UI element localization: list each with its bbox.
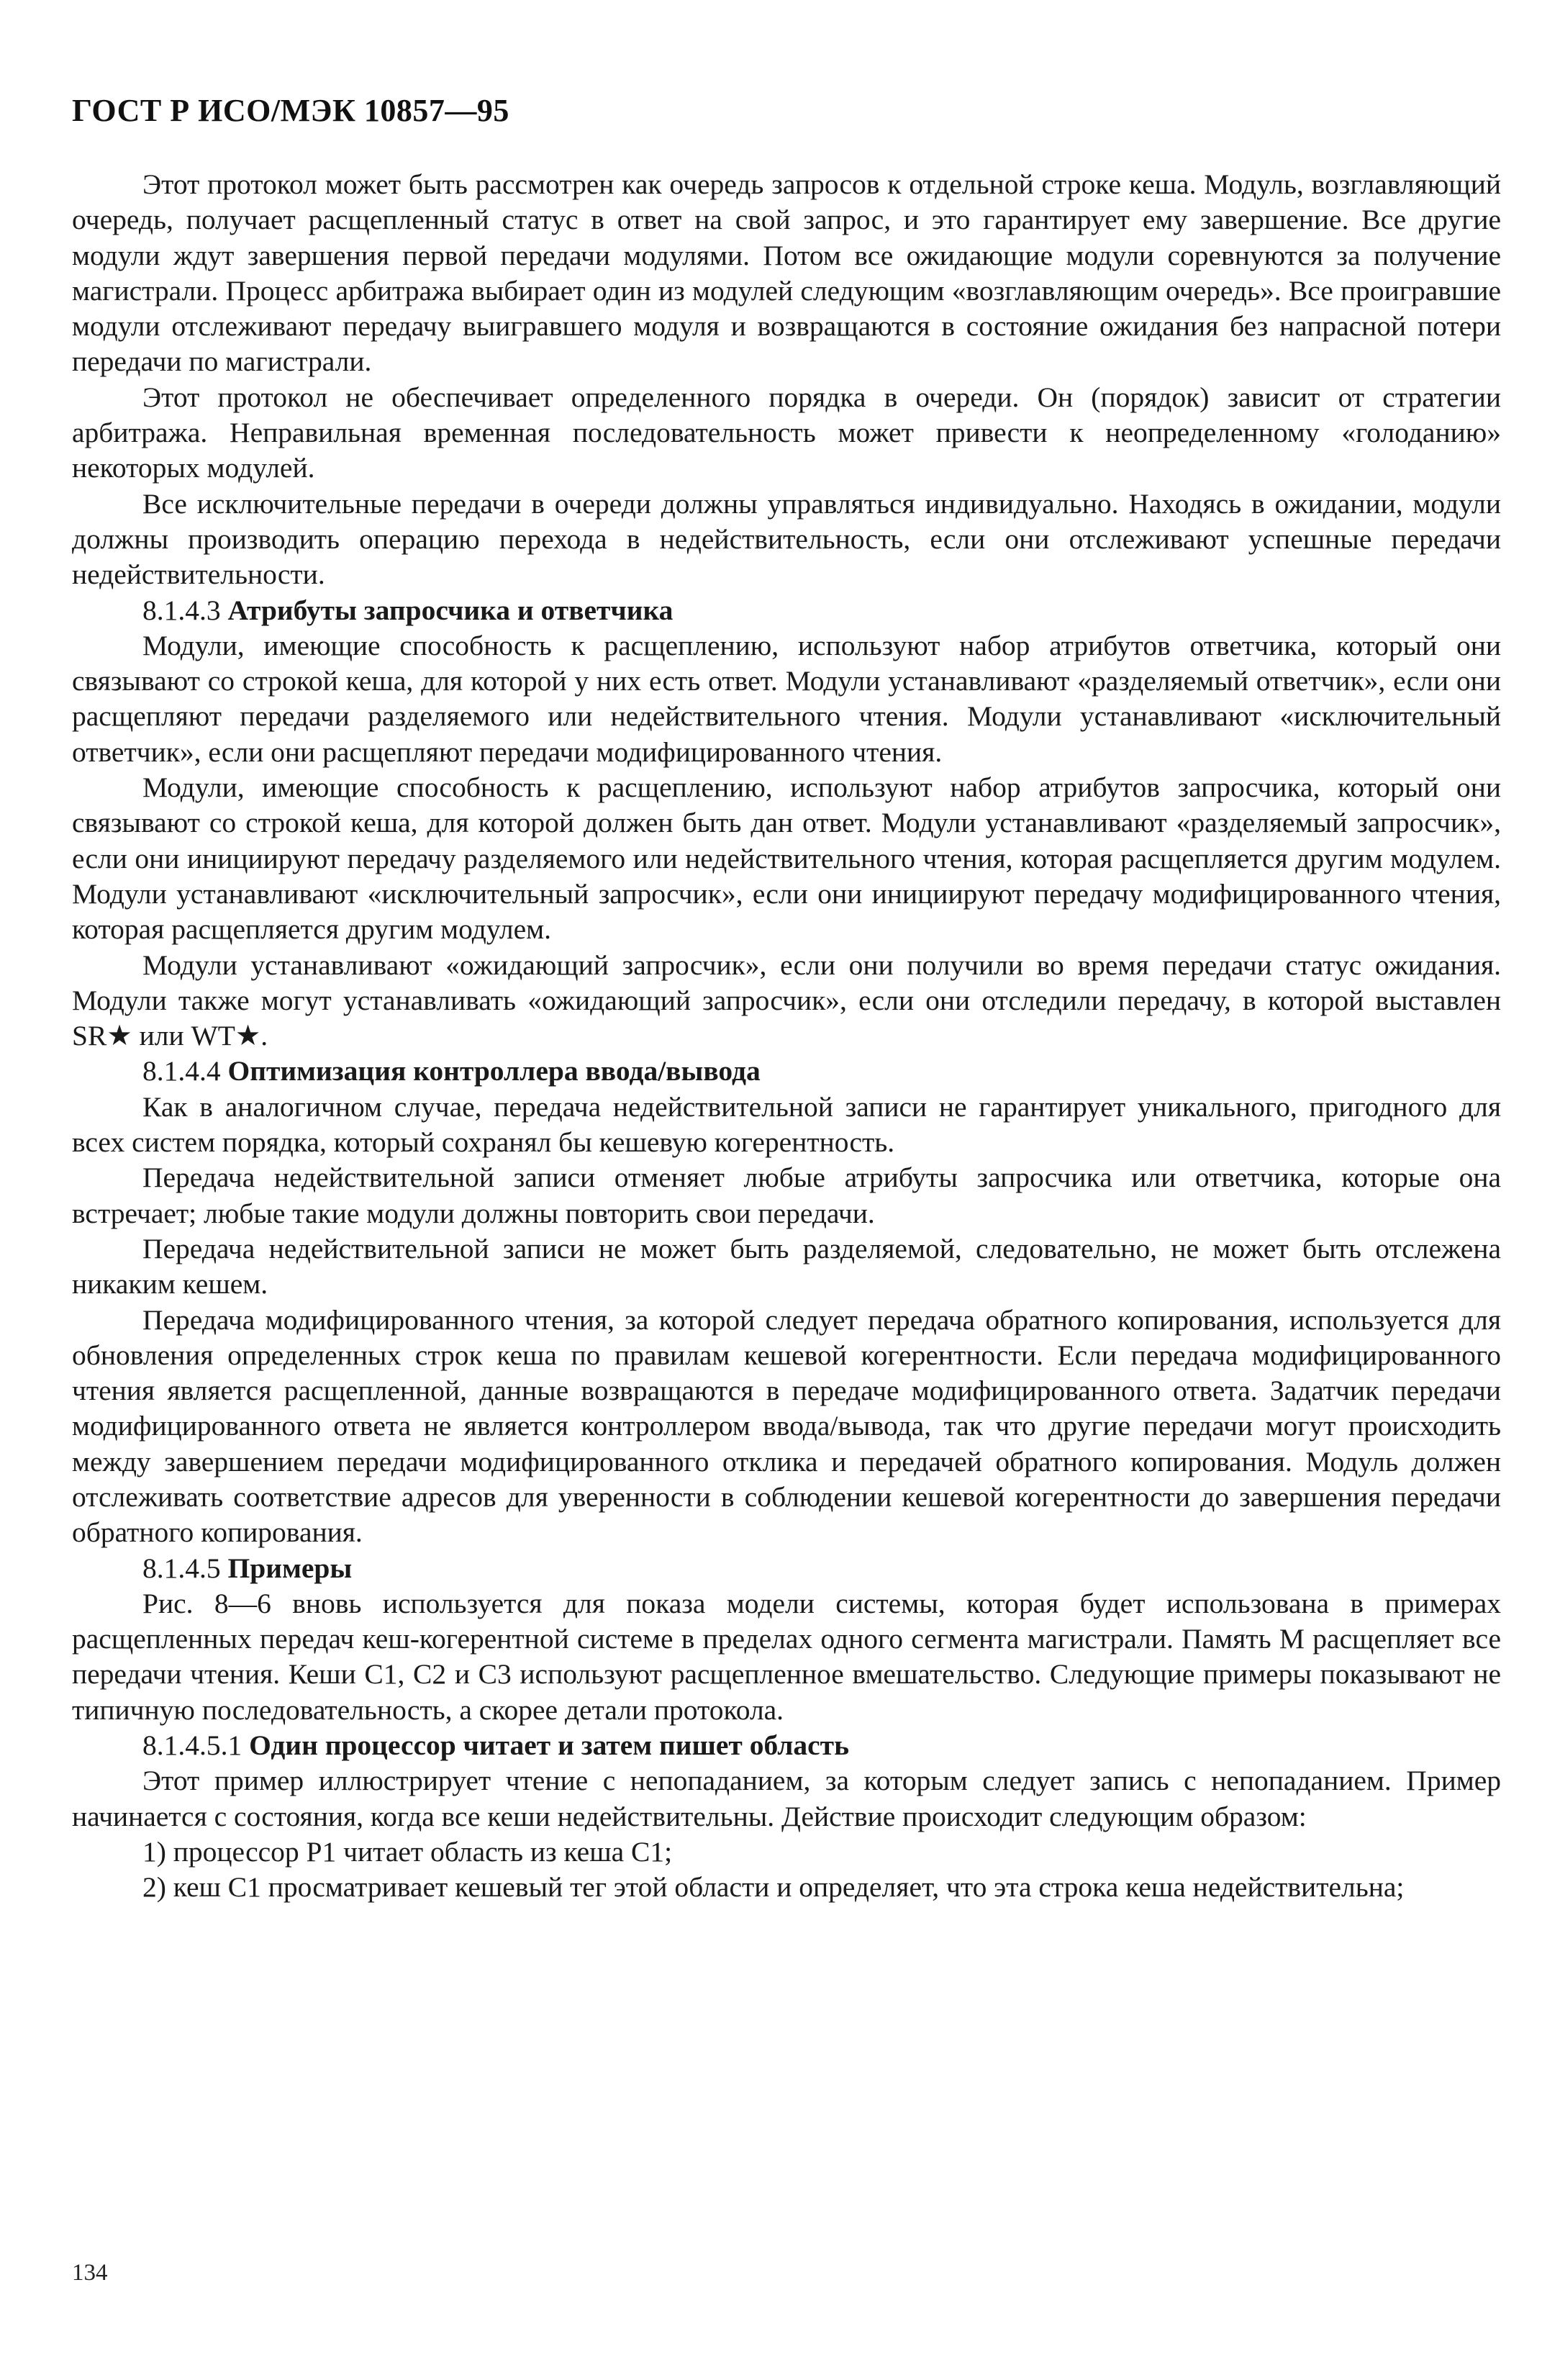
section-heading: [72, 1054, 1501, 1089]
body-paragraph: Как в аналогичном случае, передача недействительной записи не гарантирует уникального, пригодного для всех систем порядка, который сохранял бы кешевую когерентность.: [72, 1090, 1501, 1159]
section-heading: [72, 1728, 1501, 1763]
list-item: 2) кеш С1 просматривает кешевый тег этой области и определяет, что эта строка кеша недействительна;: [142, 1871, 1405, 1904]
body-paragraph: Модули, имеющие способность к расщеплению, используют набор атрибутов ответчика, который они связывают со строкой кеша, для которой у них есть ответ. Модули устанавливают «разделяемый ответчик», если они расщепляют передачи разделяемого или недействительного чтения. Модули устанавливают «исключительный ответчик», если они расщепляют передачи модифицированного чтения.: [72, 629, 1501, 768]
standard-header: ГОСТ Р ИСО/МЭК 10857—95: [72, 93, 509, 128]
section-number: 8.1.4.3: [142, 594, 221, 626]
body-paragraph: Модули, имеющие способность к расщеплению, используют набор атрибутов запросчика, который они связывают со строкой кеша, для которой должен быть дан ответ. Модули устанавливают «разделяемый запросчик», если они инициируют передачу разделяемого или недействительного чтения, которая расщепляется другим модулем. Модули устанавливают «исключительный запросчик», если они инициируют передачу модифицированного чтения, которая расщепляется другим модулем.: [72, 772, 1501, 946]
page-number: 134: [72, 2260, 108, 2286]
section-number: 8.1.4.4: [142, 1055, 221, 1087]
body-paragraph: Этот пример иллюстрирует чтение с непопаданием, за которым следует запись с непопаданием. Пример начинается с состояния, когда все кеши недействительны. Действие происходит следующим образом:: [72, 1765, 1501, 1832]
body-paragraph: Передача недействительной записи не может быть разделяемой, следовательно, не может быть отслежена никаким кешем.: [72, 1232, 1501, 1300]
section-title: Примеры: [227, 1552, 353, 1584]
section-number: 8.1.4.5.1: [142, 1729, 242, 1762]
body-paragraph: Модули устанавливают «ожидающий запросчик», если они получили во время передачи статус ожидания. Модули также могут устанавливать «ожидающий запросчик», если они отследили передачу, в которой выставлен SR★ или WT★.: [72, 949, 1501, 1052]
section-title: Атрибуты запросчика и ответчика: [227, 594, 674, 626]
list-item: 1) процессор Р1 читает область из кеша С1;: [142, 1835, 673, 1868]
section-number: 8.1.4.5: [142, 1552, 221, 1584]
body-paragraph: Передача модифицированного чтения, за которой следует передача обратного копирования, используется для обновления определенных строк кеша по правилам кешевой когерентности. Если передача модифицированного чтения является расщепленной, данные возвращаются в передаче модифицированного ответа. Задатчик передачи модифицированного ответа не является контроллером ввода/вывода, так что другие передачи могут происходить между завершением передачи модифицированного отклика и передачей обратного копирования. Модуль должен отслеживать соответствие адресов для уверенности в соблюдении кешевой когерентности до завершения передачи обратного копирования.: [72, 1303, 1501, 1549]
section-title: Оптимизация контроллера ввода/вывода: [227, 1055, 761, 1087]
section-heading: [72, 593, 1501, 628]
section-title: Один процессор читает и затем пишет область: [249, 1729, 849, 1762]
body-paragraph: Все исключительные передачи в очереди должны управляться индивидуально. Находясь в ожидании, модули должны производить операцию перехода в недействительность, если они отслеживают успешные передачи недействительности.: [72, 487, 1501, 591]
body-paragraph: Рис. 8—6 вновь используется для показа модели системы, которая будет использована в примерах расщепленных передач кеш-когерентной системе в пределах одного сегмента магистрали. Память М расщепляет все передачи чтения. Кеши С1, С2 и С3 используют расщепленное вмешательство. Следующие примеры показывают не типичную последовательность, а скорее детали протокола.: [72, 1587, 1501, 1726]
section-heading: [72, 1551, 1501, 1586]
body-paragraph: Передача недействительной записи отменяет любые атрибуты запросчика или ответчика, которые она встречает; любые такие модули должны повторить свои передачи.: [72, 1162, 1501, 1229]
body-paragraph: Этот протокол не обеспечивает определенного порядка в очереди. Он (порядок) зависит от стратегии арбитража. Неправильная временная последовательность может привести к неопределенному «голоданию» некоторых модулей.: [72, 381, 1501, 484]
document-body: [72, 167, 1501, 1906]
body-paragraph: Этот протокол может быть рассмотрен как очередь запросов к отдельной строке кеша. Модуль, возглавляющий очередь, получает расщепленный статус в ответ на свой запрос, и это гарантирует ему завершение. Все другие модули ждут завершения первой передачи модулями. Потом все ожидающие модули соревнуются за получение магистрали. Процесс арбитража выбирает один из модулей следующим «возглавляющим очередь». Все проигравшие модули отслеживают передачу выигравшего модуля и возвращаются в состояние ожидания без напрасной потери передачи по магистрали.: [72, 168, 1501, 378]
